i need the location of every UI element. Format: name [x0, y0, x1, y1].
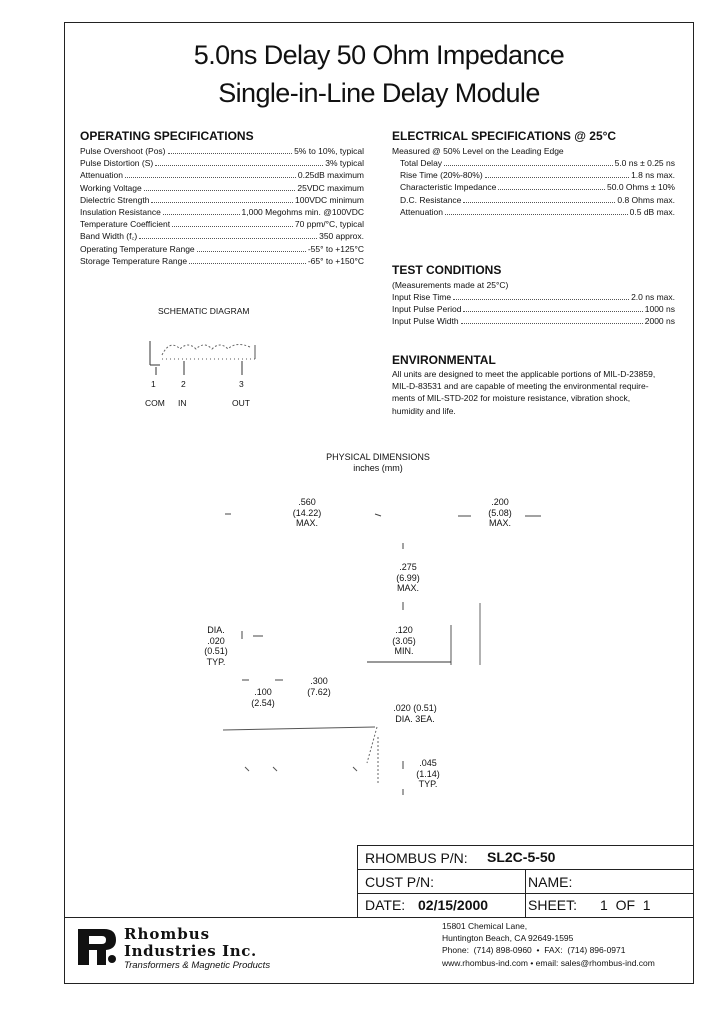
test-conditions-heading: TEST CONDITIONS	[392, 263, 502, 277]
physical-drawing	[215, 505, 545, 805]
schematic-pin-1: 1	[151, 379, 156, 389]
company-phone-fax: Phone: (714) 898-0960 • FAX: (714) 896-0971	[442, 945, 626, 955]
spec-row: Working Voltage 25VDC maximum	[80, 182, 364, 193]
sheet-value: 1 OF 1	[600, 897, 651, 913]
spec-row: D.C. Resistance 0.8 Ohms max.	[400, 194, 675, 205]
company-name-line-2: Industries Inc.	[124, 942, 257, 960]
dim-length-label: .560 (14.22) MAX.	[292, 497, 322, 528]
environmental-text: All units are designed to meet the applicable portions of MIL-D-23859, MIL-D-83531 and are capable of meeting the environmental require- ments of MIL-STD-202 for moisture resistance, vibration shock, humidity and life.	[392, 369, 656, 416]
test-note: (Measurements made at 25°C)	[392, 280, 509, 290]
title-block-rule	[64, 917, 694, 918]
company-name-line-1: Rhombus	[124, 925, 211, 943]
company-address-line-2: Huntington Beach, CA 92649-1595	[442, 933, 574, 943]
name-label: NAME:	[528, 874, 573, 890]
spec-row: Storage Temperature Range -65° to +150°C	[80, 255, 364, 266]
spec-row: Temperature Coefficient 70 ppm/°C, typical	[80, 219, 364, 230]
electrical-specs-list	[400, 157, 675, 218]
part-number-label: RHOMBUS P/N:	[365, 850, 468, 866]
spec-row: Characteristic Impedance 50.0 Ohms ± 10%	[400, 182, 675, 193]
spec-row: Dielectric Strength 100VDC minimum	[80, 194, 364, 205]
operating-specs-heading: OPERATING SPECIFICATIONS	[80, 129, 254, 143]
schematic-pin-2: 2	[181, 379, 186, 389]
rhombus-logo-icon	[76, 925, 118, 967]
operating-specs-list	[80, 145, 364, 267]
title-block-top-rule	[357, 845, 694, 846]
dim-height-label: .275 (6.99) MAX.	[396, 562, 420, 593]
spec-row: Rise Time (20%-80%) 1.8 ns max.	[400, 170, 675, 181]
title-block-divider	[357, 845, 358, 917]
spec-row: Pulse Overshoot (Pos) 5% to 10%, typical	[80, 146, 364, 156]
page-title-line-1: 5.0ns Delay 50 Ohm Impedance	[193, 40, 565, 70]
schematic-pin-3: 3	[239, 379, 244, 389]
dim-standoff-label: .020 (0.51) DIA. 3EA.	[393, 703, 437, 724]
spec-row: Band Width (f꜀) 350 approx.	[80, 231, 364, 242]
spec-row: Total Delay 5.0 ns ± 0.25 ns	[400, 158, 675, 168]
spec-row: Attenuation 0.5 dB max.	[400, 206, 675, 217]
dim-pin-diameter-label: DIA. .020 (0.51) TYP.	[204, 625, 228, 667]
environmental-heading: ENVIRONMENTAL	[392, 353, 496, 367]
dim-pitch-100-label: .100 (2.54)	[251, 687, 275, 708]
schematic-pin-label-in: IN	[178, 398, 187, 408]
title-block-divider	[525, 869, 526, 917]
company-web-email[interactable]: www.rhombus-ind.com • email: sales@rhombus-ind.com	[442, 958, 655, 968]
schematic-pin-label-com: COM	[145, 398, 165, 408]
schematic-title: SCHEMATIC DIAGRAM	[158, 306, 250, 316]
electrical-note: Measured @ 50% Level on the Leading Edge	[392, 146, 564, 156]
sheet-label: SHEET:	[528, 897, 578, 913]
dim-pitch-300-label: .300 (7.62)	[307, 676, 331, 697]
date-label: DATE:	[365, 897, 406, 913]
physical-dimensions-title: PHYSICAL DIMENSIONS inches (mm)	[326, 452, 430, 473]
electrical-specs-heading: ELECTRICAL SPECIFICATIONS @ 25°C	[392, 129, 617, 143]
spec-row: Pulse Distortion (S) 3% typical	[80, 158, 364, 169]
dim-foot-label: .045 (1.14) TYP.	[416, 758, 440, 789]
company-tagline: Transformers & Magnetic Products	[124, 960, 271, 971]
spec-row: Attenuation 0.25dB maximum	[80, 170, 364, 181]
spec-row: Input Pulse Width 2000 ns	[392, 316, 675, 327]
customer-part-number-label: CUST P/N:	[365, 874, 434, 890]
company-address-line-1: 15801 Chemical Lane,	[442, 921, 528, 931]
schematic-pin-label-out: OUT	[232, 398, 250, 408]
dim-width-label: .200 (5.08) MAX.	[488, 497, 512, 528]
test-conditions-list	[392, 291, 675, 328]
spec-row: Insulation Resistance 1,000 Megohms min. @100VDC	[80, 207, 364, 218]
spec-row: Input Rise Time 2.0 ns max.	[392, 292, 675, 302]
page-title-line-2: Single-in-Line Delay Module	[218, 78, 540, 108]
part-number-value: SL2C-5-50	[487, 849, 556, 865]
date-value: 02/15/2000	[418, 897, 489, 913]
spec-row: Operating Temperature Range -55° to +125°C	[80, 243, 364, 254]
dim-pin-length-label: .120 (3.05) MIN.	[392, 625, 416, 656]
spec-row: Input Pulse Period 1000 ns	[392, 304, 675, 315]
schematic-diagram	[140, 325, 270, 385]
